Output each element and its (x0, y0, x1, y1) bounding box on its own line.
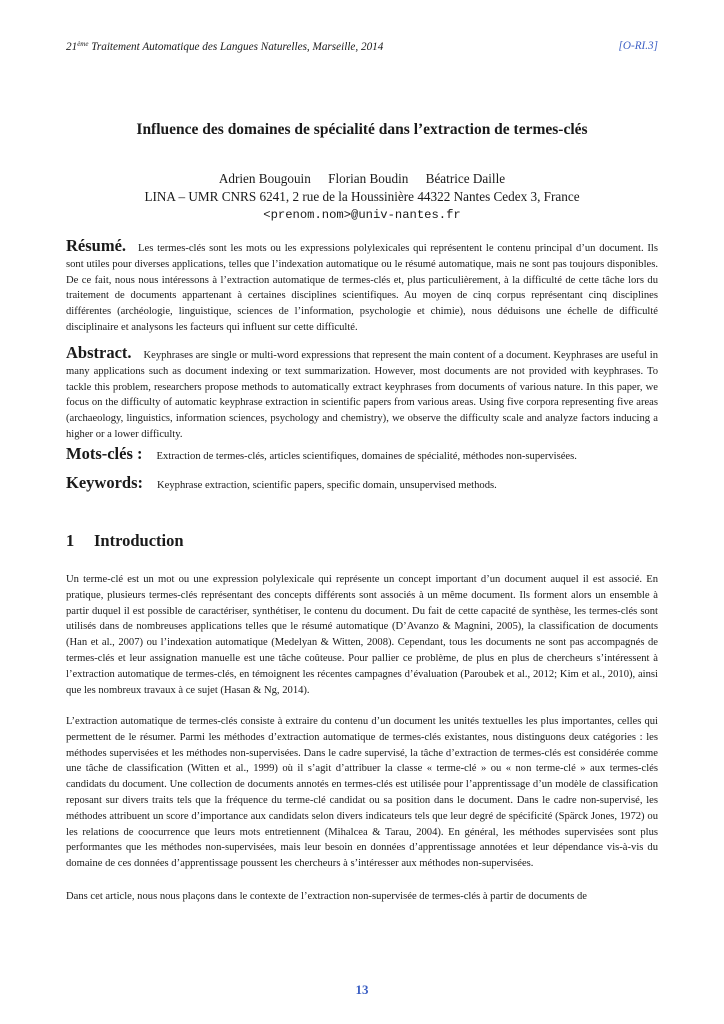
abstract-block (66, 345, 658, 443)
keywords-line (66, 473, 658, 493)
mots-cles-text: Extraction de termes-clés, articles scientifiques, domaines de spécialité, méthodes non-supervisées. (156, 451, 577, 462)
body-paragraph: L’extraction automatique de termes-clés consiste à extraire du contenu d’un document les unités textuelles les plus importantes, celles qui permettent de le résumer. Parmi les méthodes d’extraction automatique de termes-clés existantes, nous distinguons deux catégories : les méthodes supervisées et les méthodes non-supervisées. Dans le cadre supervisé, la tâche d’extraction de termes-clés est considérée comme une tâche de classification (Witten et al., 1999) où il s’agit d’attribuer la classe « terme-clé » ou « non terme-clé » aux termes-clés candidats du document. Une collection de documents annotés en termes-clés est utilisée pour l’apprentissage d’un modèle de classification reposant sur divers traits tels que la fréquence du terme-clé candidat ou sa position dans le document. Dans le cadre non-supervisé, les méthodes attribuent un score d’importance aux candidats selon divers indicateurs tels que leur degré de spécificité (Spärck Jones, 1972) ou les relations de coocurrence que leurs mots entretiennent (Mihalcea & Tarau, 2004). En général, les méthodes supervisées sont plus performantes que les méthodes non-supervisées, mais leur besoin en données d’apprentissage annotées et leur dépendance vis-à-vis du domaine de ces données d’apprentissage poussent les chercheurs à s’intéresser aux méthodes non-supervisées. (66, 716, 658, 870)
mots-cles-line (66, 444, 658, 464)
body-paragraph: Dans cet article, nous nous plaçons dans le contexte de l’extraction non-supervisée de termes-clés à partir de documents de (66, 891, 587, 902)
running-header (66, 40, 658, 56)
author-name: Florian Boudin (328, 171, 409, 186)
section-title: Introduction (94, 531, 184, 550)
paper-title: Influence des domaines de spécialité dans l’extraction de termes-clés (136, 121, 588, 138)
resume-text: Les termes-clés sont les mots ou les expressions polylexicales qui représentent le contenu principal d’un document. Ils sont utiles pour diverses applications, telles que l’indexation automatique ou le résumé automatique, mais ne sont pas toujours disponibles. De ce fait, nous nous intéressons à l’extraction automatique de termes-clés et, plus particulièrement, à la difficulté de cette tâche lors du traitement de documents appartenant à certaines disciplines scientifiques. Au moyen de cinq corpus représentant cinq disciplines différentes (archéologie, linguistique, sciences de l’information, psychologie et chimie), nous déduisons une échelle de difficulté disciplinaire et analysons les facteurs qui influent sur cette difficulté. (66, 243, 658, 333)
author-block (66, 170, 658, 224)
ordinal-superscript: ème (77, 40, 89, 48)
mots-cles-heading: Mots-clés : (66, 444, 143, 463)
paper-reference: [O-RI.3] (618, 40, 658, 52)
conference-name: 21ème Traitement Automatique des Langues Naturelles, Marseille, 2014 (66, 40, 384, 53)
page-number: 13 (355, 982, 369, 997)
resume-heading: Résumé. (66, 236, 127, 255)
keywords-heading: Keywords: (66, 473, 143, 492)
keywords-text: Keyphrase extraction, scientific papers, specific domain, unsupervised methods. (157, 480, 497, 491)
author-email: <prenom.nom>@univ-nantes.fr (263, 208, 461, 222)
abstract-text: Keyphrases are single or multi-word expressions that represent the main content of a document. Keyphrases are useful in many applications such as document indexing or text summarization. However, most documents are not provided with keyphrases. To tackle this problem, researchers propose methods to automatically extract keyphrases from documents of various nature. In this paper, we focus on the difficulty of automatic keyphrase extraction in scientific papers from various areas. Using five corpora representing five areas (archaeology, linguistics, information sciences, psychology and chemistry), we observe the difficulty scale and analyze factors inducing a higher or a lower difficulty. (66, 350, 658, 440)
resume-block (66, 238, 658, 336)
paper-page (66, 0, 658, 1024)
author-name: Adrien Bougouin (218, 171, 311, 186)
section-heading (66, 531, 184, 551)
body-paragraph: Un terme-clé est un mot ou une expression polylexicale qui représente un concept important d’un document auquel il est associé. En pratique, plusieurs termes-clés représentant des concepts différents sont associés à un même document. Ils forment alors un ensemble à partir duquel il est possible de caractériser, synthétiser, le contenu du document. Du fait de cette capacité de synthèse, les termes-clés sont utilisés dans de nombreuses applications telles que le résumé automatique (D’Avanzo & Magnini, 2005), la classification de documents (Han et al., 2007) ou l’indexation automatique (Medelyan & Witten, 2008). Cependant, tous les documents ne sont pas accompagnés de termes-clés et leur assignation manuelle est une tâche coûteuse. Pour pallier ce problème, de plus en plus de chercheurs s’intéressent à l’extraction automatique de termes-clés, en témoignent les récentes campagnes d’évaluation (Paroubek et al., 2012; Kim et al., 2010), ainsi que les nombreux travaux à ce sujet (Hasan & Ng, 2014). (66, 574, 658, 696)
author-names (66, 170, 658, 188)
section-number: 1 (66, 531, 75, 550)
abstract-heading: Abstract. (66, 343, 132, 362)
author-name: Béatrice Daille (425, 171, 506, 186)
affiliation: LINA – UMR CNRS 6241, 2 rue de la Houssinière 44322 Nantes Cedex 3, France (144, 189, 580, 204)
